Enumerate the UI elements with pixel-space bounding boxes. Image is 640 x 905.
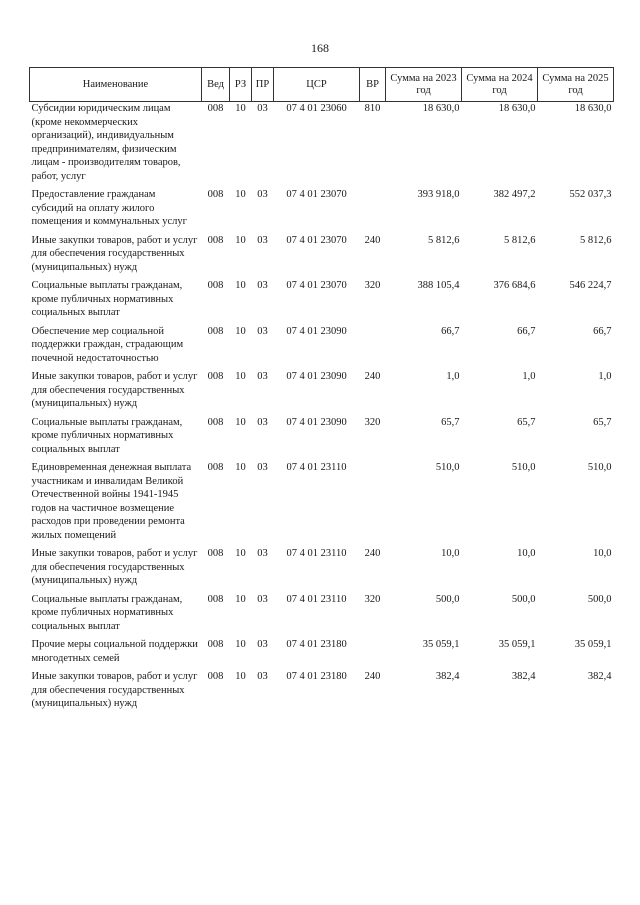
cell-rz: 10	[235, 371, 246, 382]
cell-name: Иные закупки товаров, работ и услуг для обеспечения государственных (муниципальных) нужд	[31, 234, 198, 273]
cell-vr: 240	[364, 371, 381, 382]
table-row	[30, 638, 614, 670]
cell-ved: 008	[207, 371, 224, 382]
table-header-row	[30, 68, 614, 102]
cell-sum-2025: 552 037,3	[569, 189, 612, 200]
cell-sum-2024: 35 059,1	[498, 639, 536, 650]
cell-ved: 008	[207, 280, 224, 291]
cell-ved: 008	[207, 671, 224, 682]
cell-ved: 008	[207, 593, 224, 605]
cell-sum-2023: 66,7	[441, 325, 460, 337]
cell-sum-2024: 510,0	[511, 462, 536, 473]
cell-vr: 810	[364, 103, 381, 114]
cell-csr: 07 4 01 23090	[286, 371, 347, 382]
cell-rz: 10	[235, 103, 246, 114]
cell-rz: 10	[235, 639, 246, 650]
cell-sum-2025: 500,0	[587, 593, 612, 605]
cell-ved: 008	[207, 462, 224, 473]
cell-vr: 240	[364, 234, 381, 246]
cell-name: Социальные выплаты гражданам, кроме публичных нормативных социальных выплат	[31, 416, 183, 455]
cell-vr: 320	[364, 593, 381, 605]
table-row	[30, 325, 614, 371]
cell-rz: 10	[235, 189, 246, 200]
cell-name: Социальные выплаты гражданам, кроме публичных нормативных социальных выплат	[31, 593, 183, 632]
table-row	[30, 188, 614, 234]
header-rz: РЗ	[230, 68, 252, 102]
header-pr: ПР	[252, 68, 274, 102]
cell-rz: 10	[235, 234, 246, 246]
cell-name: Социальные выплаты гражданам, кроме публичных нормативных социальных выплат	[31, 280, 183, 318]
cell-sum-2023: 65,7	[441, 416, 460, 428]
cell-pr: 03	[257, 671, 268, 682]
table-row	[30, 102, 614, 189]
cell-csr: 07 4 01 23090	[286, 325, 347, 337]
header-sum-2023: Сумма на 2023 год	[386, 68, 462, 102]
cell-sum-2024: 18 630,0	[498, 103, 536, 114]
table-row	[30, 234, 614, 280]
cell-csr: 07 4 01 23070	[286, 234, 347, 246]
cell-sum-2024: 66,7	[517, 325, 536, 337]
cell-vr	[360, 461, 386, 547]
cell-name: Субсидии юридическим лицам (кроме некоммерческих организаций), индивидуальным предпринимателям, физическим лицам - производителям товаров, работ, услуг	[31, 103, 181, 182]
cell-sum-2025: 1,0	[598, 371, 612, 382]
cell-sum-2023: 18 630,0	[422, 103, 460, 114]
table-row	[30, 593, 614, 639]
cell-sum-2024: 10,0	[517, 548, 536, 559]
table-row	[30, 370, 614, 416]
cell-ved: 008	[207, 234, 224, 246]
cell-ved: 008	[207, 103, 224, 114]
cell-sum-2023: 35 059,1	[422, 639, 460, 650]
cell-sum-2025: 382,4	[587, 671, 612, 682]
cell-rz: 10	[235, 593, 246, 605]
cell-sum-2025: 35 059,1	[574, 639, 612, 650]
cell-vr	[360, 188, 386, 234]
cell-sum-2023: 510,0	[435, 462, 460, 473]
cell-ved: 008	[207, 325, 224, 337]
page-number: 168	[311, 41, 329, 55]
cell-name: Предоставление гражданам субсидий на оплату жилого помещения и коммунальных услуг	[31, 189, 187, 227]
cell-vr: 320	[364, 416, 381, 428]
header-sum-2024: Сумма на 2024 год	[462, 68, 538, 102]
cell-sum-2023: 388 105,4	[417, 280, 460, 291]
cell-sum-2023: 382,4	[435, 671, 460, 682]
table-row	[30, 416, 614, 462]
cell-vr: 320	[364, 280, 381, 291]
cell-sum-2023: 393 918,0	[417, 189, 460, 200]
cell-sum-2023: 1,0	[446, 371, 460, 382]
cell-vr	[360, 325, 386, 371]
cell-sum-2023: 5 812,6	[428, 234, 460, 246]
cell-sum-2025: 18 630,0	[574, 103, 612, 114]
cell-csr: 07 4 01 23090	[286, 416, 347, 428]
cell-name: Иные закупки товаров, работ и услуг для обеспечения государственных (муниципальных) нужд	[31, 371, 198, 409]
header-csr: ЦСР	[274, 68, 360, 102]
cell-pr: 03	[257, 103, 268, 114]
cell-sum-2024: 500,0	[511, 593, 536, 605]
cell-sum-2025: 5 812,6	[580, 234, 612, 246]
cell-name: Обеспечение мер социальной поддержки граждан, страдающим почечной недостаточностью	[31, 325, 184, 364]
cell-sum-2024: 382,4	[511, 671, 536, 682]
cell-pr: 03	[257, 371, 268, 382]
table-body	[30, 102, 614, 716]
cell-csr: 07 4 01 23110	[286, 462, 347, 473]
cell-name: Иные закупки товаров, работ и услуг для обеспечения государственных (муниципальных) нужд	[31, 548, 198, 586]
cell-vr: 240	[364, 548, 381, 559]
cell-pr: 03	[257, 189, 268, 200]
cell-sum-2023: 500,0	[435, 593, 460, 605]
cell-sum-2024: 376 684,6	[493, 280, 536, 291]
cell-name: Иные закупки товаров, работ и услуг для обеспечения государственных (муниципальных) нужд	[31, 671, 198, 709]
header-sum-2025: Сумма на 2025 год	[538, 68, 614, 102]
cell-rz: 10	[235, 416, 246, 428]
cell-sum-2024: 65,7	[517, 416, 536, 428]
cell-csr: 07 4 01 23070	[286, 280, 347, 291]
header-vr: ВР	[360, 68, 386, 102]
header-ved: Вед	[202, 68, 230, 102]
cell-pr: 03	[257, 548, 268, 559]
cell-sum-2025: 510,0	[587, 462, 612, 473]
cell-sum-2025: 66,7	[593, 325, 612, 337]
cell-rz: 10	[235, 325, 246, 337]
cell-ved: 008	[207, 189, 224, 200]
cell-sum-2024: 5 812,6	[504, 234, 536, 246]
cell-ved: 008	[207, 548, 224, 559]
cell-rz: 10	[235, 671, 246, 682]
cell-ved: 008	[207, 639, 224, 650]
cell-vr	[360, 638, 386, 670]
cell-csr: 07 4 01 23180	[286, 671, 347, 682]
cell-ved: 008	[207, 416, 224, 428]
cell-pr: 03	[257, 234, 268, 246]
cell-pr: 03	[257, 325, 268, 337]
header-name: Наименование	[30, 68, 202, 102]
cell-name: Прочие меры социальной поддержки многодетных семей	[31, 639, 198, 664]
cell-sum-2025: 10,0	[593, 548, 612, 559]
table-row	[30, 547, 614, 593]
cell-sum-2023: 10,0	[441, 548, 460, 559]
cell-pr: 03	[257, 416, 268, 428]
cell-rz: 10	[235, 548, 246, 559]
cell-sum-2024: 382 497,2	[493, 189, 536, 200]
cell-name: Единовременная денежная выплата участникам и инвалидам Великой Отечественной войны 1941-1945 годов на частичное возмещение расходов при проведении ремонта жилых помещений	[31, 462, 192, 541]
budget-table	[29, 67, 614, 716]
table-row	[30, 461, 614, 547]
cell-pr: 03	[257, 462, 268, 473]
cell-sum-2025: 65,7	[593, 416, 612, 428]
cell-rz: 10	[235, 280, 246, 291]
cell-pr: 03	[257, 280, 268, 291]
cell-sum-2025: 546 224,7	[569, 280, 612, 291]
cell-csr: 07 4 01 23110	[286, 548, 347, 559]
cell-vr: 240	[364, 671, 381, 682]
cell-csr: 07 4 01 23060	[286, 103, 347, 114]
table-row	[30, 279, 614, 325]
cell-csr: 07 4 01 23110	[286, 593, 347, 605]
cell-csr: 07 4 01 23180	[286, 639, 347, 650]
cell-rz: 10	[235, 462, 246, 473]
table-row	[30, 670, 614, 716]
cell-pr: 03	[257, 639, 268, 650]
cell-csr: 07 4 01 23070	[286, 189, 347, 200]
cell-sum-2024: 1,0	[522, 371, 536, 382]
cell-pr: 03	[257, 593, 268, 605]
